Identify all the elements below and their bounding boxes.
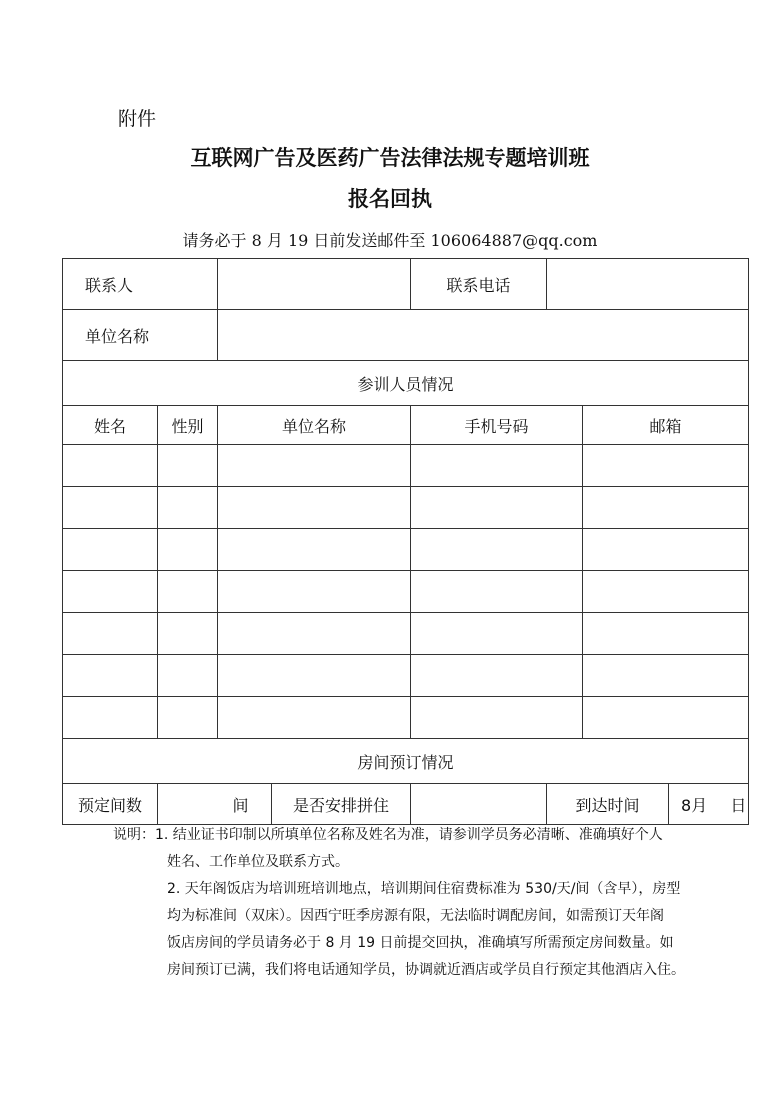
- gender-cell[interactable]: [158, 529, 218, 571]
- mobile-cell[interactable]: [411, 571, 583, 613]
- name-cell[interactable]: [63, 697, 158, 739]
- organization-cell[interactable]: [218, 445, 411, 487]
- arrival-month-label: 8月: [681, 795, 708, 815]
- gender-cell[interactable]: [158, 613, 218, 655]
- email-cell[interactable]: [583, 655, 749, 697]
- arrival-time-field[interactable]: [669, 784, 749, 825]
- room-count-label: 预定间数: [63, 784, 158, 825]
- email-cell[interactable]: [583, 529, 749, 571]
- table-row: [63, 445, 749, 487]
- name-cell[interactable]: [63, 613, 158, 655]
- registration-form-table: [62, 258, 749, 825]
- table-row: [63, 529, 749, 571]
- table-row: [63, 487, 749, 529]
- table-row: [63, 571, 749, 613]
- name-cell[interactable]: [63, 487, 158, 529]
- email-cell[interactable]: [583, 487, 749, 529]
- gender-cell[interactable]: [158, 697, 218, 739]
- mobile-cell[interactable]: [411, 613, 583, 655]
- organization-label: 单位名称: [63, 310, 218, 361]
- organization-cell[interactable]: [218, 487, 411, 529]
- name-cell[interactable]: [63, 571, 158, 613]
- name-cell[interactable]: [63, 445, 158, 487]
- mobile-cell[interactable]: [411, 529, 583, 571]
- mobile-cell[interactable]: [411, 445, 583, 487]
- note-2-line-2: 均为标准间（双床）。因西宁旺季房源有限，无法临时调配房间，如需预订天年阁: [167, 908, 664, 924]
- organization-field[interactable]: [218, 310, 749, 361]
- gender-cell[interactable]: [158, 571, 218, 613]
- table-row: [63, 655, 749, 697]
- note-2-line-1: 2. 天年阁饭店为培训班培训地点，培训期间住宿费标准为 530/天/间（含早），房型: [167, 881, 681, 897]
- mobile-cell[interactable]: [411, 487, 583, 529]
- arrival-time-label: 到达时间: [547, 784, 669, 825]
- room-section-row: [63, 739, 749, 784]
- column-header-mobile: 手机号码: [411, 406, 583, 445]
- organization-cell[interactable]: [218, 529, 411, 571]
- email-cell[interactable]: [583, 697, 749, 739]
- document-subtitle: 报名回执: [348, 187, 432, 211]
- gender-cell[interactable]: [158, 445, 218, 487]
- notes-section: [115, 822, 755, 984]
- arrival-day-label: 日: [730, 795, 747, 815]
- contact-row: [63, 259, 749, 310]
- organization-cell[interactable]: [218, 613, 411, 655]
- table-row: [63, 697, 749, 739]
- room-booking-row: [63, 784, 749, 825]
- organization-cell[interactable]: [218, 571, 411, 613]
- phone-label: 联系电话: [411, 259, 547, 310]
- gender-cell[interactable]: [158, 655, 218, 697]
- email-cell[interactable]: [583, 445, 749, 487]
- room-share-field[interactable]: [411, 784, 547, 825]
- participants-section-title: 参训人员情况: [63, 361, 749, 406]
- contact-field[interactable]: [218, 259, 411, 310]
- organization-cell[interactable]: [218, 655, 411, 697]
- room-count-field[interactable]: [158, 784, 272, 825]
- submission-instruction: 请务必于 8 月 19 日前发送邮件至 106064887@qq.com: [182, 231, 598, 250]
- phone-field[interactable]: [547, 259, 749, 310]
- room-share-label: 是否安排拼住: [272, 784, 411, 825]
- note-1-line-1: 1. 结业证书印制以所填单位名称及姓名为准，请参训学员务必清晰、准确填好个人: [155, 827, 663, 843]
- room-unit-label: 间: [232, 795, 249, 815]
- table-row: [63, 613, 749, 655]
- column-header-gender: 性别: [158, 406, 218, 445]
- email-cell[interactable]: [583, 613, 749, 655]
- column-header-organization: 单位名称: [218, 406, 411, 445]
- organization-cell[interactable]: [218, 697, 411, 739]
- mobile-cell[interactable]: [411, 697, 583, 739]
- attachment-label: 附件: [118, 108, 157, 130]
- name-cell[interactable]: [63, 529, 158, 571]
- contact-label: 联系人: [63, 259, 218, 310]
- note-2-line-3: 饭店房间的学员请务必于 8 月 19 日前提交回执，准确填写所需预定房间数量。如: [167, 935, 674, 951]
- column-header-name: 姓名: [63, 406, 158, 445]
- name-cell[interactable]: [63, 655, 158, 697]
- note-1-line-2: 姓名、工作单位及联系方式。: [167, 854, 349, 870]
- participants-section-row: [63, 361, 749, 406]
- email-cell[interactable]: [583, 571, 749, 613]
- mobile-cell[interactable]: [411, 655, 583, 697]
- gender-cell[interactable]: [158, 487, 218, 529]
- organization-row: [63, 310, 749, 361]
- column-header-email: 邮箱: [583, 406, 749, 445]
- document-title: 互联网广告及医药广告法律法规专题培训班: [190, 146, 590, 170]
- note-2-line-4: 房间预订已满，我们将电话通知学员，协调就近酒店或学员自行预定其他酒店入住。: [167, 962, 685, 978]
- room-section-title: 房间预订情况: [63, 739, 749, 784]
- participants-header-row: [63, 406, 749, 445]
- notes-lead: 说明：: [113, 827, 155, 843]
